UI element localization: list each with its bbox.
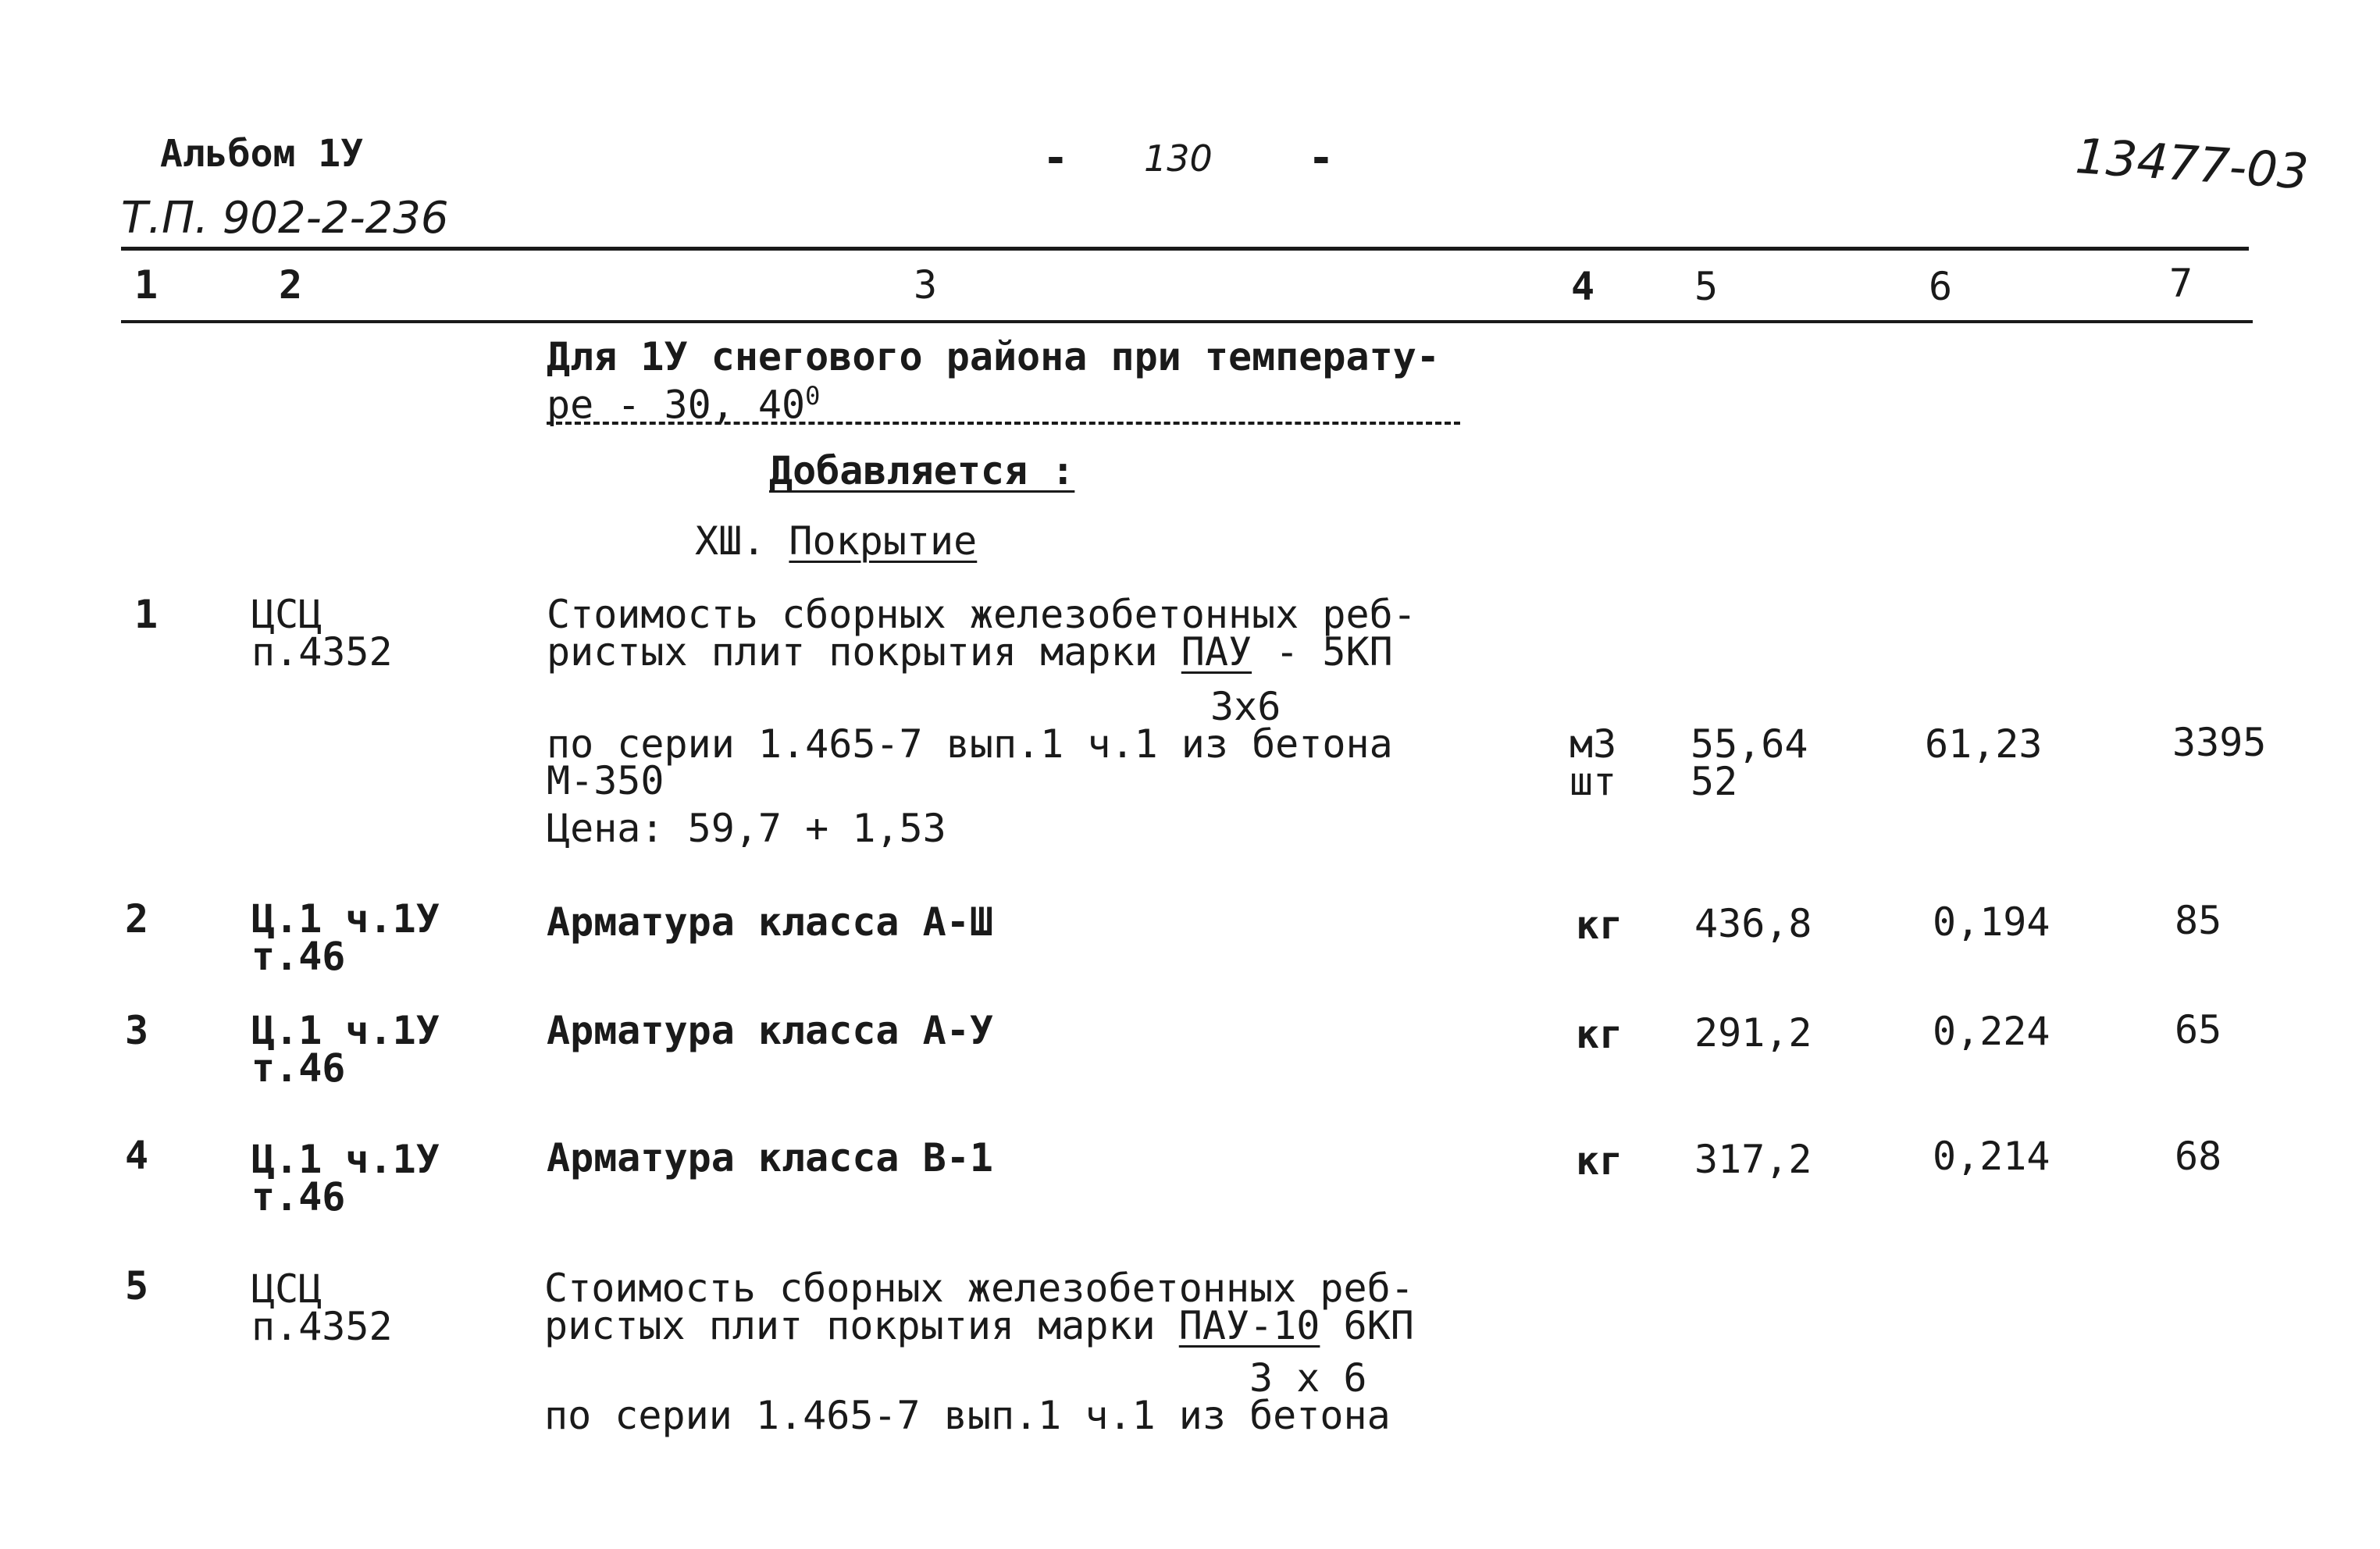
row-3-rate: 0,224 <box>1933 1009 2050 1054</box>
condition-text: ре - 30, 40 <box>547 382 806 428</box>
column-header-6: 6 <box>1929 264 1953 309</box>
row-1-fraction: 3х6 <box>1210 684 1281 729</box>
column-header-3: 3 <box>914 262 938 308</box>
row-2-ref-line-2: т.46 <box>251 934 346 979</box>
row-1-qty-2: 52 <box>1691 759 1738 804</box>
row-3-ref-line-2: т.46 <box>251 1045 346 1091</box>
row-4-unit: кг <box>1576 1138 1623 1184</box>
row-2-ref-line-1: Ц.1 ч.1У <box>251 896 440 942</box>
document-code: 13477-03 <box>2073 127 2311 201</box>
condition-underline <box>547 422 1460 425</box>
row-4-ref-line-1: Ц.1 ч.1У <box>251 1137 440 1182</box>
section-title: Покрытие <box>789 518 978 564</box>
row-1-desc-line-4: М-350 <box>547 758 664 803</box>
row-3-desc: Арматура класса А-У <box>547 1008 993 1053</box>
row-2-total: 85 <box>2175 898 2222 943</box>
row-2-desc: Арматура класса А-Ш <box>547 899 993 945</box>
column-header-4: 4 <box>1571 264 1595 309</box>
row-5-ref-line-1: ЦСЦ <box>251 1266 322 1312</box>
page-number: 130 <box>1144 137 1213 180</box>
row-1-qty-1: 55,64 <box>1691 721 1808 767</box>
row-4-desc: Арматура класса В-1 <box>547 1135 993 1180</box>
section-number: ХШ. <box>695 518 766 564</box>
row-5-number: 5 <box>125 1263 149 1309</box>
row-3-total: 65 <box>2175 1007 2222 1052</box>
row-1-desc-line-3: по серии 1.465-7 вып.1 ч.1 из бетона <box>547 721 1393 767</box>
row-1-desc-text: ристых плит покрытия марки <box>547 629 1181 675</box>
row-1-price: Цена: 59,7 + 1,53 <box>547 806 946 851</box>
page-dash-left: - <box>1042 133 1069 183</box>
row-5-mark-suffix: 6КП <box>1320 1303 1414 1348</box>
row-2-qty: 436,8 <box>1694 901 1812 946</box>
row-3-unit: кг <box>1576 1012 1623 1057</box>
row-4-rate: 0,214 <box>1933 1134 2050 1179</box>
row-5-ref-line-2: п.4352 <box>251 1304 393 1349</box>
row-5-desc-text: ристых плит покрытия марки <box>544 1303 1179 1348</box>
condition-line-1: Для 1У снегового района при температу- <box>547 334 1440 379</box>
row-4-number: 4 <box>125 1133 149 1178</box>
row-1-unit-1: м3 <box>1569 721 1617 767</box>
degree-sup: 0 <box>805 381 821 411</box>
project-number: Т.П. 902-2-236 <box>121 193 449 244</box>
header-rule-bottom <box>121 320 2253 323</box>
row-1-desc-line-2 <box>547 629 1393 675</box>
row-1-mark-suffix: - 5КП <box>1252 629 1393 675</box>
column-header-2: 2 <box>279 262 303 308</box>
added-heading: Добавляется : <box>769 448 1075 493</box>
row-4-total: 68 <box>2175 1134 2222 1179</box>
row-2-number: 2 <box>125 896 149 942</box>
column-header-1: 1 <box>134 262 159 308</box>
row-1-unit-2: шт <box>1569 759 1617 804</box>
column-header-7: 7 <box>2169 261 2193 306</box>
row-1-ref-line-1: ЦСЦ <box>251 592 322 637</box>
header-rule-top <box>121 247 2249 251</box>
condition-line-2 <box>547 376 821 428</box>
row-5-mark: ПАУ-10 <box>1178 1303 1320 1348</box>
page-dash-right: - <box>1308 133 1334 183</box>
row-1-mark: ПАУ <box>1181 629 1252 675</box>
row-1-ref-line-2: п.4352 <box>251 629 393 675</box>
row-3-qty: 291,2 <box>1694 1010 1812 1056</box>
row-1-number: 1 <box>134 592 159 637</box>
row-1-total: 3395 <box>2172 720 2267 765</box>
row-1-desc-line-1: Стоимость сборных железобетонных реб- <box>547 592 1416 637</box>
row-5-desc-line-3: по серии 1.465-7 вып.1 ч.1 из бетона <box>544 1393 1391 1438</box>
row-5-desc-line-1: Стоимость сборных железобетонных реб- <box>544 1266 1414 1311</box>
row-4-qty: 317,2 <box>1694 1137 1812 1182</box>
row-5-fraction: 3 х 6 <box>1249 1355 1367 1401</box>
album-label: Альбом 1У <box>160 132 364 176</box>
row-3-number: 3 <box>125 1008 149 1053</box>
column-header-5: 5 <box>1694 264 1719 309</box>
row-3-ref-line-1: Ц.1 ч.1У <box>251 1008 440 1053</box>
row-1-rate: 61,23 <box>1925 721 2043 767</box>
row-2-rate: 0,194 <box>1933 899 2050 945</box>
row-4-ref-line-2: т.46 <box>251 1174 346 1220</box>
row-5-desc-line-2 <box>544 1303 1414 1348</box>
row-2-unit: кг <box>1576 903 1623 948</box>
section-heading <box>695 518 978 564</box>
